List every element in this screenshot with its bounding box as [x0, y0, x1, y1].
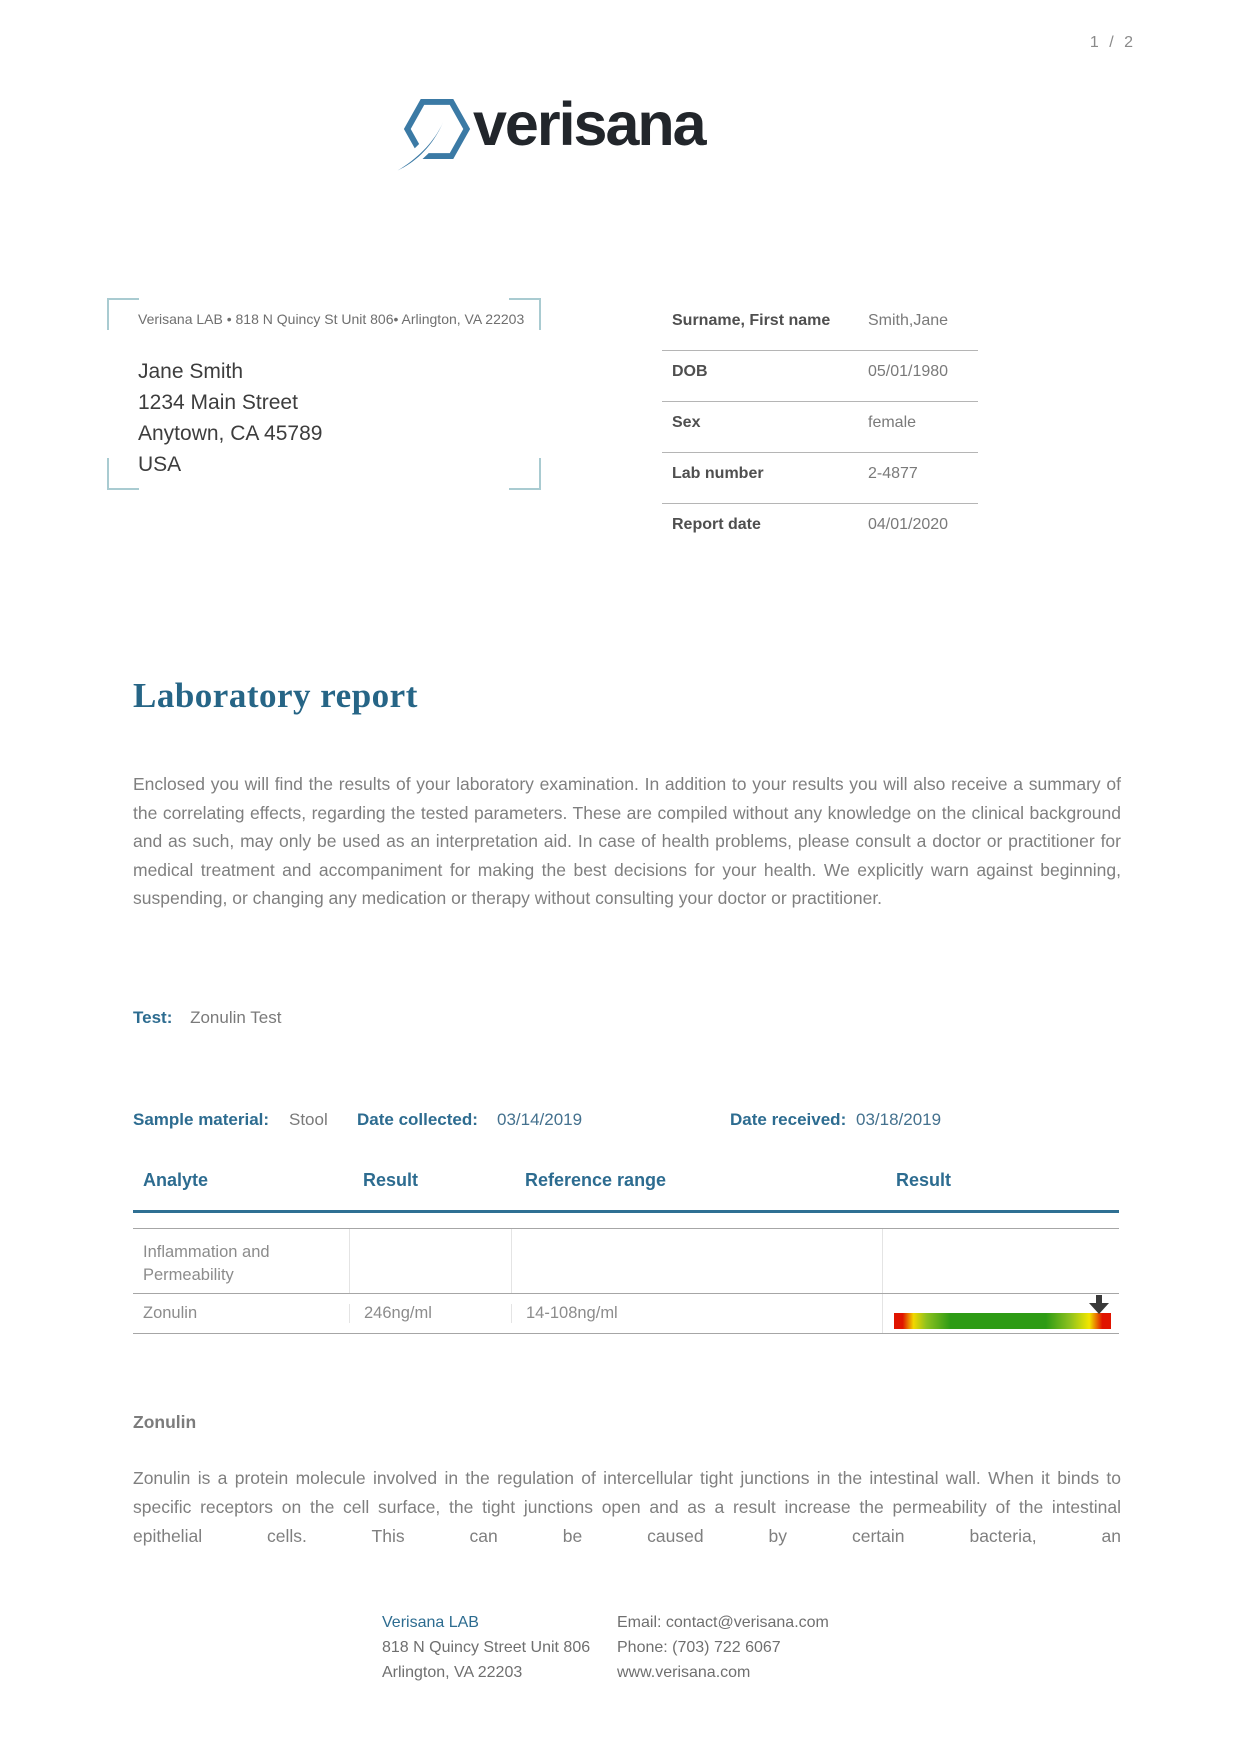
patient-label: Sex: [672, 414, 701, 431]
patient-info-table: [662, 300, 978, 555]
patient-row-sex: [662, 402, 978, 453]
header-result: Result: [363, 1170, 419, 1190]
patient-row-name: [662, 300, 978, 351]
sample-material-label: Sample material:: [133, 1110, 270, 1129]
patient-row-report-date: [662, 504, 978, 555]
footer-lab-city: Arlington, VA 22203: [382, 1664, 523, 1681]
patient-value: 05/01/1980: [868, 363, 949, 380]
reference-range-cell: 14-108ng/ml: [511, 1304, 882, 1323]
report-intro-paragraph: Enclosed you will find the results of your laboratory examination. In addition to your results you will also receive a summary of the correlating effects, regarding the tested parameters. These are compiled without any knowledge on the clinical background and as such, may only be used as an interpretation aid. In case of health problems, please consult a doctor or practitioner for medical treatment and accompaniment for making the best decisions for your health. We explicitly warn against beginning, suspending, or changing any medication or therapy without consulting your doctor or practitioner.: [133, 774, 1121, 908]
recipient-city: Anytown, CA 45789: [138, 422, 323, 445]
footer-contact: [617, 1610, 829, 1685]
date-received-label: Date received:: [730, 1110, 847, 1129]
header-result-graph: Result: [896, 1170, 952, 1190]
date-collected-label: Date collected:: [357, 1110, 478, 1129]
group-label: Inflammation and Permeability: [143, 1243, 270, 1284]
recipient-address: [138, 356, 322, 480]
header-analyte: Analyte: [143, 1170, 209, 1190]
patient-label: Report date: [672, 516, 761, 533]
results-table-header: [133, 1170, 1119, 1210]
patient-value: Smith,Jane: [868, 312, 949, 329]
footer-lab-name: Verisana LAB: [382, 1614, 479, 1631]
result-graph-cell: [882, 1294, 1119, 1333]
analyte-section-title: Zonulin: [133, 1412, 197, 1432]
table-spacer: [133, 1213, 1119, 1228]
footer-lab-address: [382, 1610, 590, 1685]
sample-material-value: Stool: [289, 1110, 328, 1129]
footer-lab-street: 818 N Quincy Street Unit 806: [382, 1639, 591, 1656]
test-label: Test:: [133, 1008, 173, 1027]
analyte-cell: Zonulin: [143, 1304, 198, 1322]
patient-value: 04/01/2020: [868, 516, 949, 533]
footer-phone: Phone: (703) 722 6067: [617, 1639, 781, 1656]
analyte-section-paragraph: Zonulin is a protein molecule involved in the regulation of intercellular tight junctions in the intestinal wall. When it binds to specific receptors on the cell surface, the tight junctions open and as a result increase the permeability of the intestinal epithelial cells. This can be caused by certain bacteria, an: [133, 1468, 1121, 1546]
test-line: [133, 1008, 281, 1028]
report-title: Laboratory report: [133, 676, 418, 715]
test-value: Zonulin Test: [190, 1008, 282, 1027]
corner-bracket-bottom-left-icon: [107, 458, 139, 490]
address-window: [107, 298, 541, 490]
date-received-value: 03/18/2019: [856, 1110, 942, 1129]
patient-row-dob: [662, 351, 978, 402]
result-gradient-bar: [894, 1313, 1111, 1329]
date-collected-value: 03/14/2019: [497, 1110, 583, 1129]
brand-wordmark: verisana: [473, 90, 705, 158]
sender-line: Verisana LAB • 818 N Quincy St Unit 806• Arlington, VA 22203: [138, 311, 525, 327]
patient-row-lab-number: [662, 453, 978, 504]
patient-label: DOB: [672, 363, 708, 380]
result-marker-arrow-down-icon: [1088, 1295, 1110, 1314]
corner-bracket-top-left-icon: [107, 298, 139, 330]
result-cell: 246ng/ml: [349, 1304, 511, 1323]
page-number: 1 / 2: [1089, 34, 1136, 51]
recipient-street: 1234 Main Street: [138, 391, 298, 414]
patient-label: Surname, First name: [672, 312, 831, 329]
patient-value: 2-4877: [868, 465, 918, 482]
verisana-logo: [404, 90, 705, 163]
table-row-zonulin: [133, 1293, 1119, 1334]
footer-website: www.verisana.com: [617, 1664, 751, 1681]
footer-email: Email: contact@verisana.com: [617, 1614, 829, 1631]
recipient-name: Jane Smith: [138, 360, 244, 383]
header-reference-range: Reference range: [525, 1170, 667, 1190]
hexagon-swoosh-icon: [404, 96, 470, 162]
table-group-row: [133, 1228, 1119, 1293]
sample-line: [133, 1110, 1121, 1134]
patient-value: female: [868, 414, 917, 431]
recipient-country: USA: [138, 453, 182, 476]
corner-bracket-bottom-right-icon: [509, 458, 541, 490]
patient-label: Lab number: [672, 465, 764, 482]
results-table: [133, 1170, 1119, 1334]
